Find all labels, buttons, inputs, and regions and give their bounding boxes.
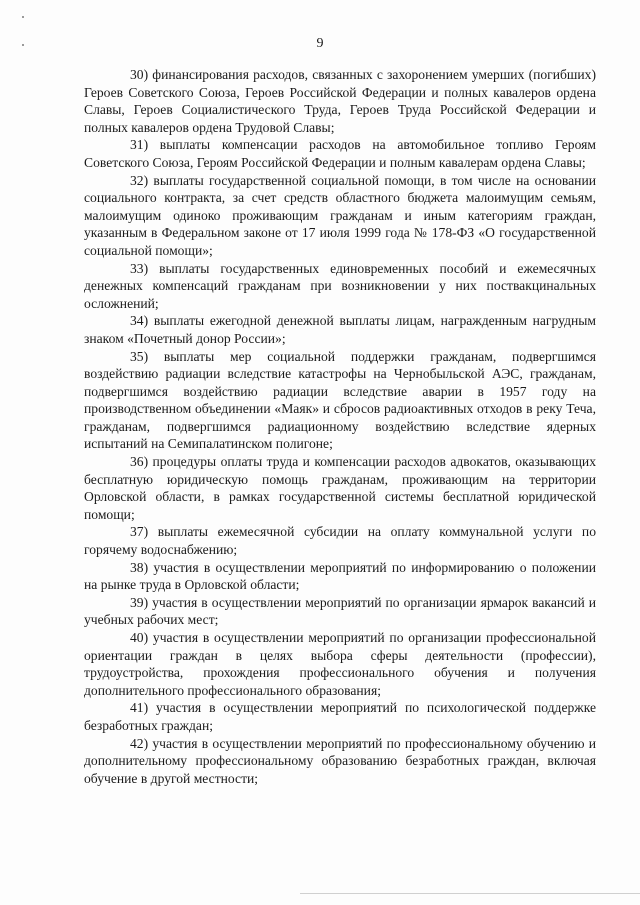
list-item: 42) участия в осуществлении мероприятий по профессиональному обучению и дополнительному профессиональному образованию безработных граждан, включая обучение в другой местности;	[84, 735, 596, 786]
list-item: 37) выплаты ежемесячной субсидии на оплату коммунальной услуги по горячему водоснабжению;	[84, 524, 596, 558]
list-item: 40) участия в осуществлении мероприятий по организации профессиональной ориентации граждан в целях выбора сферы деятельности (профессии), трудоустройства, прохождения профессионального обучения и получения дополнительного профессионального образования;	[84, 630, 596, 698]
document-body	[84, 66, 596, 787]
scan-edge-line	[300, 893, 640, 894]
list-item: 34) выплаты ежегодной денежной выплаты лицам, награжденным нагрудным знаком «Почетный донор России»;	[84, 313, 596, 346]
list-item: 41) участия в осуществлении мероприятий по психологической поддержке безработных граждан;	[84, 700, 596, 733]
list-item: 33) выплаты государственных единовременных пособий и ежемесячных денежных компенсаций гражданам при возникновении у них поствакцинальных осложнений;	[84, 260, 596, 311]
list-item: 38) участия в осуществлении мероприятий по информированию о положении на рынке труда в Орловской области;	[84, 559, 596, 593]
page-number: 9	[316, 36, 324, 51]
list-item: 32) выплаты государственной социальной помощи, в том числе на основании социального контракта, за счет средств областного бюджета малоимущим семьям, малоимущим одиноко проживающим гражданам и иным категориям граждан, указанным в Федеральном законе от 17 июля 1999 года № 178-ФЗ «О государственной социальной помощи»;	[84, 172, 596, 258]
list-item: 36) процедуры оплаты труда и компенсации расходов адвокатов, оказывающих бесплатную юридическую помощь гражданам, проживающим на территории Орловской области, в рамках государственной системы бесплатной юридической помощи;	[84, 454, 596, 522]
list-item: 35) выплаты мер социальной поддержки гражданам, подвергшимся воздействию радиации вследствие катастрофы на Чернобыльской АЭС, гражданам, подвергшимся воздействию радиации вследствие аварии в 1957 году на производственном объединении «Маяк» и сбросов радиоактивных отходов в реку Теча, гражданам, подвергшимся радиационному воздействию вследствие ядерных испытаний на Семипалатинском полигоне;	[84, 348, 596, 452]
list-item: 39) участия в осуществлении мероприятий по организации ярмарок вакансий и учебных рабочих мест;	[84, 594, 596, 628]
list-item: 31) выплаты компенсации расходов на автомобильное топливо Героям Советского Союза, Героям Российской Федерации и полным кавалерам ордена Славы;	[84, 137, 596, 170]
list-item: 30) финансирования расходов, связанных с захоронением умерших (погибших) Героев Советского Союза, Героев Российской Федерации и полных кавалеров ордена Славы, Героев Социалистического Труда, Героев Труда Российской Федерации и полных кавалеров ордена Трудовой Славы;	[84, 67, 596, 135]
scan-margin-mark	[22, 16, 24, 18]
